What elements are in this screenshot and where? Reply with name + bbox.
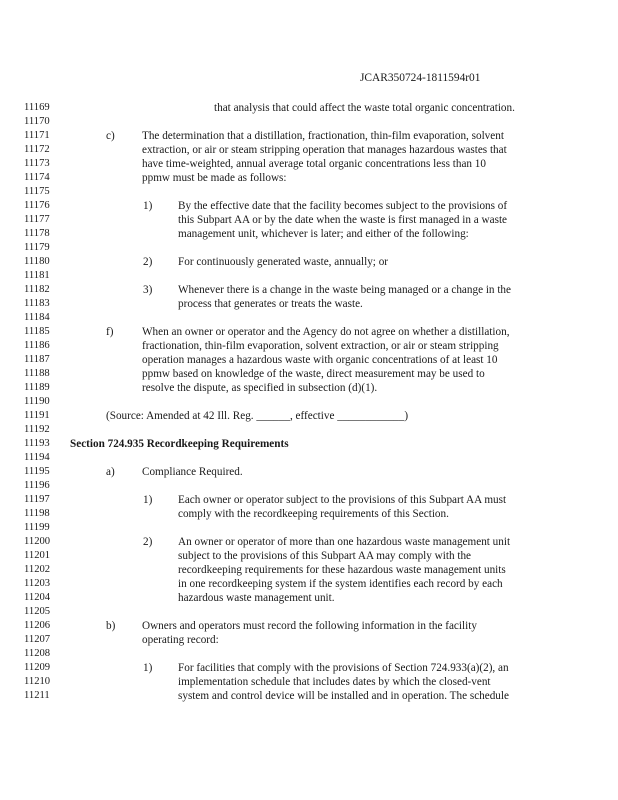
subsection-label: c): [106, 130, 115, 142]
line-number: 11176: [24, 200, 50, 211]
line-number: 11180: [24, 256, 50, 267]
body-text-line: An owner or operator of more than one hazardous waste management unit: [178, 536, 511, 548]
body-text-line: By the effective date that the facility becomes subject to the provisions of: [178, 200, 508, 212]
line-number: 11195: [24, 466, 50, 477]
line-number: 11197: [24, 494, 50, 505]
body-text-line: management unit, whichever is later; and either of the following:: [178, 228, 469, 240]
subsection-label: f): [106, 326, 114, 338]
body-text-line: Owners and operators must record the following information in the facility: [142, 620, 477, 632]
body-text-line: comply with the recordkeeping requirements of this Section.: [178, 508, 449, 520]
line-number: 11185: [24, 326, 50, 337]
line-number: 11199: [24, 522, 50, 533]
paragraph-label: 3): [143, 284, 153, 296]
line-number: 11169: [24, 102, 50, 113]
line-number: 11171: [24, 130, 50, 141]
line-number: 11201: [24, 550, 51, 561]
line-number: 11209: [24, 662, 51, 673]
paragraph-label: 1): [143, 662, 153, 674]
line-number: 11194: [24, 452, 50, 463]
body-text-line: operating record:: [142, 634, 219, 646]
line-number: 11173: [24, 158, 50, 169]
line-number: 11183: [24, 298, 50, 309]
line-number: 11206: [24, 620, 51, 631]
line-number: 11181: [24, 270, 50, 281]
line-number: 11189: [24, 382, 50, 393]
body-text-line: that analysis that could affect the waste total organic concentration.: [214, 102, 515, 114]
line-number: 11202: [24, 564, 51, 575]
line-number: 11186: [24, 340, 50, 351]
body-text-line: fractionation, thin-film evaporation, solvent extraction, or air or steam stripping: [142, 340, 499, 352]
body-text-line: in one recordkeeping system if the system identifies each record by each: [178, 578, 503, 590]
line-number: 11178: [24, 228, 50, 239]
subsection-label: b): [106, 620, 116, 632]
body-text-line: hazardous waste management unit.: [178, 592, 335, 604]
line-number: 11187: [24, 354, 50, 365]
line-number: 11211: [24, 690, 50, 701]
line-number: 11177: [24, 214, 50, 225]
line-number: 11182: [24, 284, 50, 295]
body-text-line: recordkeeping requirements for these hazardous waste management units: [178, 564, 506, 576]
body-text-line: process that generates or treats the waste.: [178, 298, 363, 310]
body-text-line: subject to the provisions of this Subpart AA may comply with the: [178, 550, 472, 562]
line-number: 11191: [24, 410, 50, 421]
body-text-line: implementation schedule that includes dates by which the closed-vent: [178, 676, 491, 688]
line-number: 11170: [24, 116, 50, 127]
line-number: 11205: [24, 606, 51, 617]
subsection-label: a): [106, 466, 115, 478]
document-id-header: JCAR350724-1811594r01: [360, 72, 481, 84]
body-text-line: For facilities that comply with the provisions of Section 724.933(a)(2), an: [178, 662, 509, 674]
body-text-line: When an owner or operator and the Agency do not agree on whether a distillation,: [142, 326, 510, 338]
body-text-line: Each owner or operator subject to the provisions of this Subpart AA must: [178, 494, 507, 506]
source-note: (Source: Amended at 42 Ill. Reg. ______, effective ____________): [106, 410, 409, 422]
section-heading: Section 724.935 Recordkeeping Requirements: [70, 438, 289, 450]
line-number: 11207: [24, 634, 51, 645]
body-text-line: The determination that a distillation, fractionation, thin-film evaporation, solvent: [142, 130, 504, 142]
line-number: 11198: [24, 508, 50, 519]
line-number: 11193: [24, 438, 50, 449]
paragraph-label: 1): [143, 494, 153, 506]
body-text-line: this Subpart AA or by the date when the waste is first managed in a waste: [178, 214, 508, 226]
line-number: 11174: [24, 172, 50, 183]
line-number: 11179: [24, 242, 50, 253]
body-text-line: system and control device will be installed and in operation. The schedule: [178, 690, 509, 702]
body-text-line: operation manages a hazardous waste with organic concentrations of at least 10: [142, 354, 498, 366]
line-number: 11190: [24, 396, 50, 407]
line-number: 11210: [24, 676, 51, 687]
line-number: 11172: [24, 144, 50, 155]
body-text-line: extraction, or air or steam stripping operation that manages hazardous wastes that: [142, 144, 507, 156]
body-text-line: Whenever there is a change in the waste being managed or a change in the: [178, 284, 511, 296]
body-text-line: have time-weighted, annual average total organic concentrations less than 10: [142, 158, 486, 170]
line-number: 11208: [24, 648, 51, 659]
body-text-line: resolve the dispute, as specified in subsection (d)(1).: [142, 382, 378, 394]
line-number: 11192: [24, 424, 50, 435]
body-text-line: For continuously generated waste, annually; or: [178, 256, 389, 268]
body-text-line: ppmw based on knowledge of the waste, direct measurement may be used to: [142, 368, 485, 380]
line-number: 11200: [24, 536, 51, 547]
paragraph-label: 2): [143, 536, 153, 548]
line-number: 11196: [24, 480, 50, 491]
body-text-line: ppmw must be made as follows:: [142, 172, 287, 184]
paragraph-label: 1): [143, 200, 153, 212]
paragraph-label: 2): [143, 256, 153, 268]
line-number: 11188: [24, 368, 50, 379]
line-number: 11203: [24, 578, 51, 589]
line-number: 11184: [24, 312, 50, 323]
line-number: 11175: [24, 186, 50, 197]
line-number: 11204: [24, 592, 51, 603]
subsection-title: Compliance Required.: [142, 466, 243, 478]
